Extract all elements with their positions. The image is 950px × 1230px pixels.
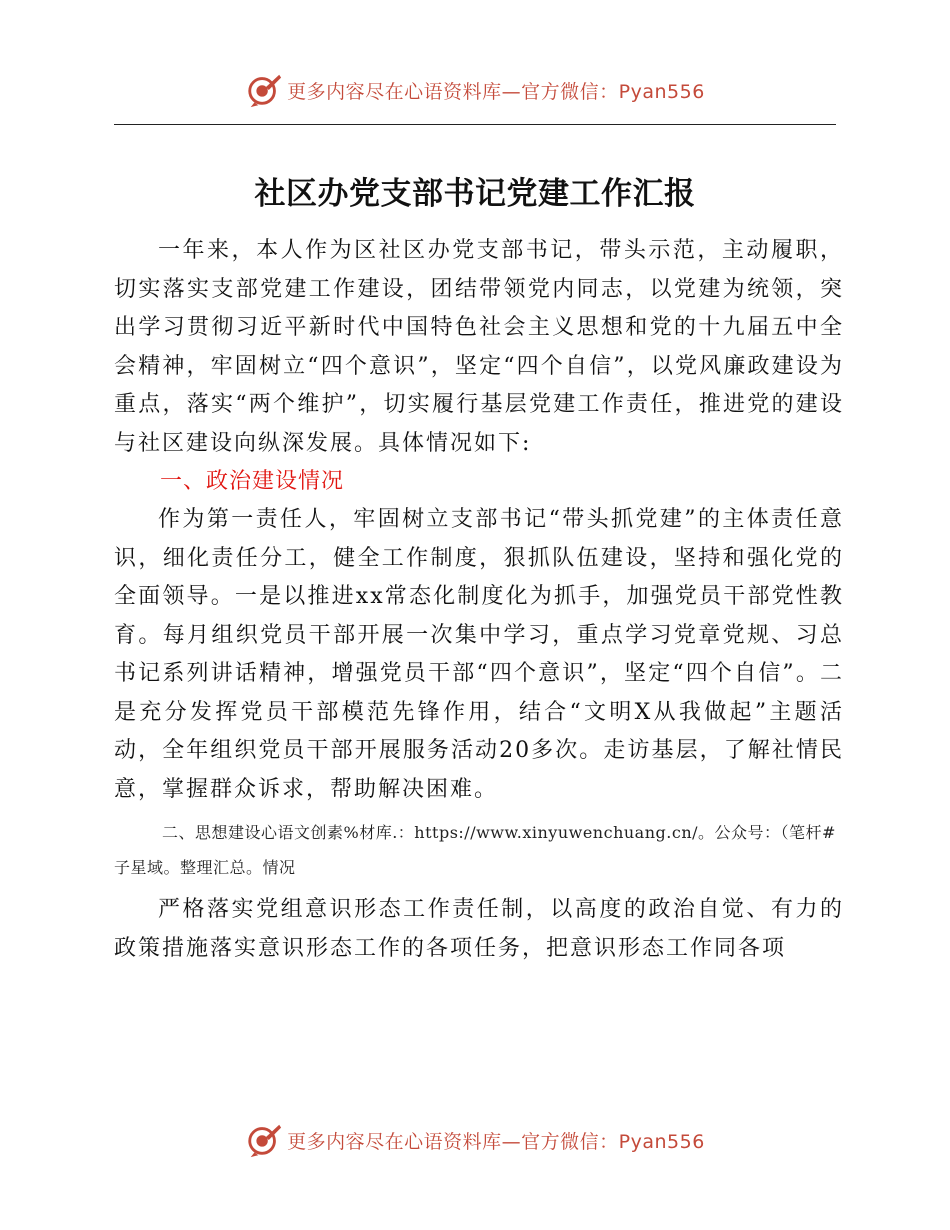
section1-paragraph: 作为第一责任人，牢固树立支部书记“带头抓党建”的主体责任意识，细化责任分工，健全工作制度，狠抓队伍建设，坚持和强化党的全面领导。一是以推进xx常态化制度化为抓手，加强党员干部党性教育。每月组织党员干部开展一次集中学习，重点学习党章党规、习总书记系列讲话精神，增强党员干部“四个意识”，坚定“四个自信”。二是充分发挥党员干部模范先锋作用，结合“文明X从我做起”主题活动，全年组织党员干部开展服务活动20多次。走访基层，了解社情民意，掌握群众诉求，帮助解决困难。 (114, 507, 844, 802)
pen-logo-icon (245, 1121, 283, 1159)
section1-heading: 一、政治建设情况 (160, 469, 345, 494)
footer-banner (0, 1118, 950, 1162)
document-title: 社区办党支部书记党建工作汇报 (254, 176, 696, 212)
header-banner (0, 68, 950, 112)
section2-heading-note: 二、思想建设心语文创素%材库.：https://www.xinyuwenchuang.cn/。公众号：（笔杆#子星域。整理汇总。情况 (114, 823, 836, 877)
pen-logo-icon (245, 71, 283, 109)
header-divider (114, 124, 836, 125)
document-body (114, 232, 844, 968)
header-banner-text: 更多内容尽在心语资料库—官方微信：Pyan556 (287, 80, 705, 103)
footer-banner-text: 更多内容尽在心语资料库—官方微信：Pyan556 (287, 1130, 705, 1153)
section2-paragraph: 严格落实党组意识形态工作责任制，以高度的政治自觉、有力的政策措施落实意识形态工作的各项任务，把意识形态工作同各项 (114, 897, 844, 961)
intro-paragraph: 一年来，本人作为区社区办党支部书记，带头示范，主动履职，切实落实支部党建工作建设，团结带领党内同志，以党建为统领，突出学习贯彻习近平新时代中国特色社会主义思想和党的十九届五中全会精神，牢固树立“四个意识”，坚定“四个自信”，以党风廉政建设为重点，落实“两个维护”，切实履行基层党建工作责任，推进党的建设与社区建设向纵深发展。具体情况如下: (114, 238, 844, 456)
